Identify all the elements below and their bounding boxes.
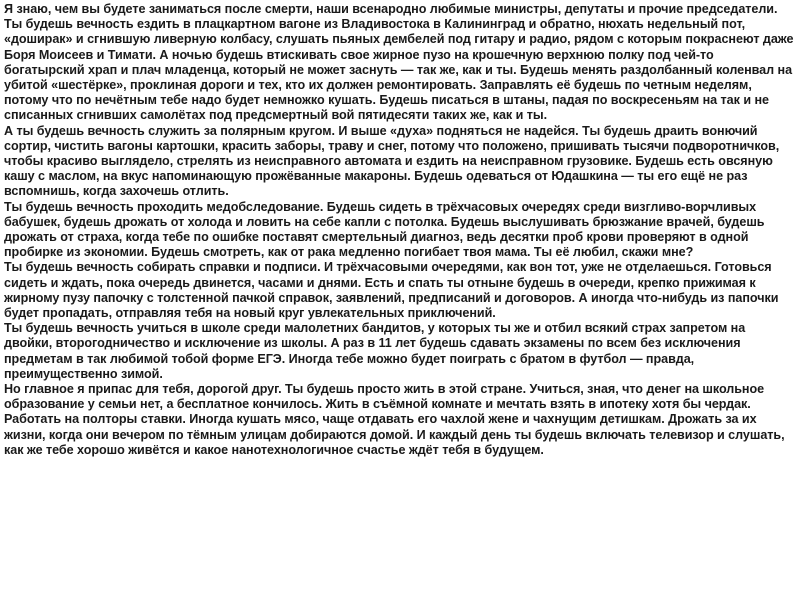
paragraph-intro: Я знаю, чем вы будете заниматься после смерти, наши всенародно любимые министры, депутаты и прочие председатели. <box>4 2 778 16</box>
paragraph-army: А ты будешь вечность служить за полярным кругом. И выше «духа» подняться не надейся. Ты будешь драить вонючий сортир, чистить вагоны картошки, красить заборы, траву и снег, потому что положено, пришивать тысячи подворотничков, чтобы красиво выглядело, стрелять из неисправного автомата и ездить на неисправном грузовике. Будешь есть овсяную кашу с маслом, на вкус напоминающую прожёванные макароны. Будешь одеваться от Юдашкина — ты его ещё не раз вспомнишь, когда захочешь отлить. <box>4 123 780 199</box>
paragraph-country: Но главное я припас для тебя, дорогой друг. Ты будешь просто жить в этой стране. Учиться, зная, что денег на школьное образование у семьи нет, а бесплатное кончилось. Жить в съёмной комнате и мечтать взять в ипотеку хотя бы чердак. Работать на полторы ставки. Иногда кушать мясо, чаще отдавать его чахлой жене и чахнущим детишкам. Дрожать за их жизни, когда они вечером по тёмным улицам добираются домой. И каждый день ты будешь включать телевизор и слушать, как же тебе хорошо живётся и какое нанотехнологичное счастье ждёт тебя в будущем. <box>4 382 785 457</box>
paragraph-train: Ты будешь вечность ездить в плацкартном вагоне из Владивостока в Калининград и обратно, нюхать недельный пот, «доширак» и сгнившую ливерную колбасу, слушать пьяных дембелей под гитару и радио, рядом с которым покраснеют даже Боря Моисеев и Тимати. А ночью будешь втискивать свое жирное пузо на крошечную верхнюю полку под чей-то богатырский храп и плач младенца, который не может заснуть — так же, как и ты. Будешь менять раздолбанный коленвал на убитой «шестёрке», проклиная дороги и тех, кто их должен ремонтировать. Заправлять её будешь по четным неделям, потому что по нечётным тебе надо будет немножко кушать. Будешь писаться в штаны, падая по воскресеньям на так и не списанных сгнивших самолётах под предсмертный вой пятидесяти таких же, как и ты. <box>4 17 794 123</box>
paragraph-paperwork: Ты будешь вечность собирать справки и подписи. И трёхчасовыми очередями, как вон тот, уже не отделаешься. Готовься сидеть и ждать, пока очередь двинется, часами и днями. Есть и спать ты отныне будешь в очереди, крепко прижимая к жирному пузу папочку с толстенной пачкой справок, заявлений, предписаний и договоров. А иногда что-нибудь из папочки будет пропадать, отправляя тебя на новый круг увлекательных приключений. <box>4 260 779 321</box>
paragraph-medical: Ты будешь вечность проходить медобследование. Будешь сидеть в трёхчасовых очередях среди визгливо-ворчливых бабушек, будешь дрожать от холода и ловить на себе капли с потолка. Будешь выслушивать брюзжание врачей, будешь дрожать от страха, когда тебе по ошибке поставят смертельный диагноз, ведь десятки проб крови проверяют в одной пробирке из экономии. Будешь смотреть, как от рака медленно погибает твоя мама. Ты её любил, скажи мне? <box>4 199 765 260</box>
paragraph-school: Ты будешь вечность учиться в школе среди малолетних бандитов, у которых ты же и отбил всякий страх запретом на двойки, второгодничество и исключение из школы. А раз в 11 лет будешь сдавать экзамены по всем без исключения предметам в так любимой тобой форме ЕГЭ. Иногда тебе можно будет поиграть с братом в футбол — правда, преимущественно зимой. <box>4 321 746 381</box>
